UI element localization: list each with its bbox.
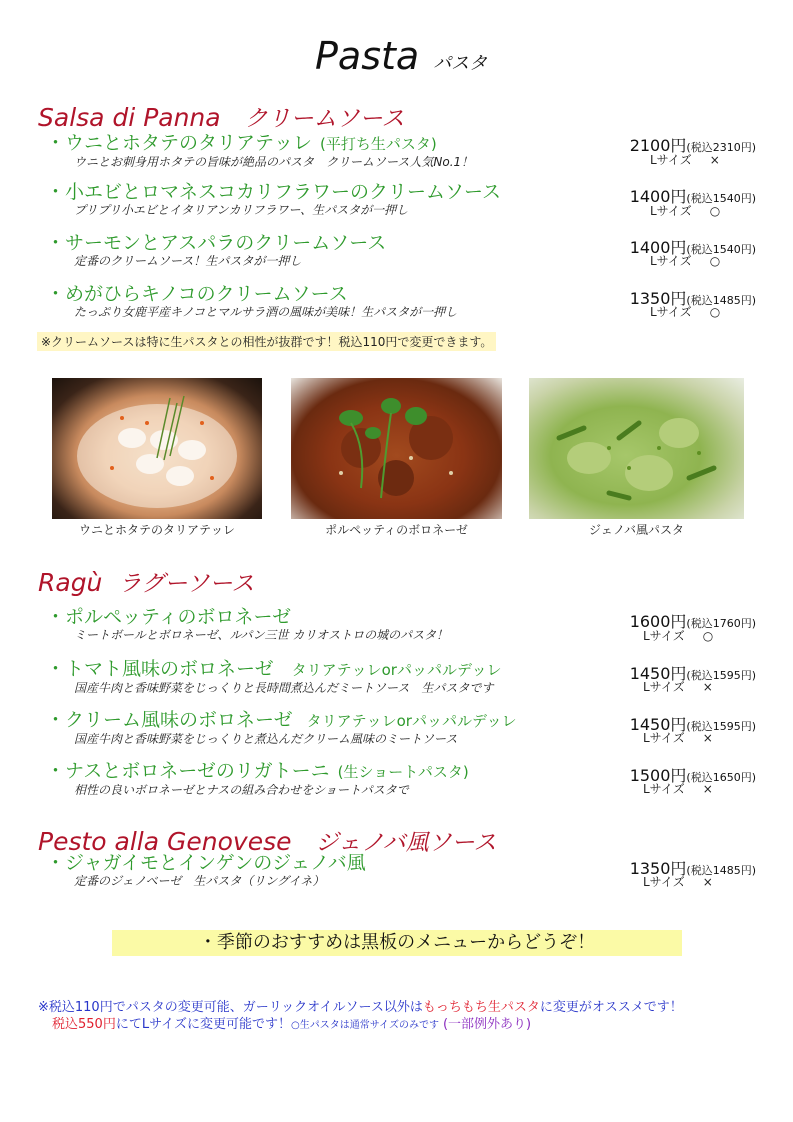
menu-item: ・ジャガイモとインゲンのジェノバ風 定番のジェノベーゼ 生パスタ（リングイネ）: [46, 852, 366, 888]
item-price: 1400円(税込1540円): [629, 238, 756, 257]
menu-item: ・サーモンとアスパラのクリームソース 定番のクリームソース！生パスタが一押し: [46, 232, 387, 268]
item-size: Lサイズ ×: [643, 731, 713, 745]
photo-caption: ポルペッティのボロネーゼ: [325, 523, 468, 537]
photo-polpette: [291, 378, 502, 519]
item-size: Lサイズ ×: [643, 782, 713, 796]
page-title: Pasta パスタ: [315, 34, 488, 78]
section-cream-title: Salsa di Panna クリームソース: [38, 103, 405, 132]
menu-item: ・トマト風味のボロネーゼ タリアテッレorパッパルデッレ 国産牛肉と香味野菜をじっくりと長時間煮込んだミートソース 生パスタです: [46, 658, 502, 695]
photo-uni-hotate: [52, 378, 262, 519]
item-size: Lサイズ ○: [650, 305, 721, 319]
item-price: 1400円(税込1540円): [629, 187, 756, 206]
footer-line-2: 税込550円にてLサイズに変更可能です！○生パスタは通常サイズのみです (一部例外あり): [52, 1017, 532, 1032]
item-price: 1450円(税込1595円): [629, 664, 756, 683]
item-price: 1500円(税込1650円): [629, 766, 756, 785]
section-ragu-title: Ragù ラグーソース: [38, 568, 255, 597]
menu-item: ・めがひらキノコのクリームソース たっぷり女鹿平産キノコとマルサラ酒の風味が美味！生パスタが一押し: [46, 283, 458, 319]
section-pesto-title: Pesto alla Genovese ジェノバ風ソース: [38, 827, 497, 856]
footer-line-1: ※税込110円でパスタの変更可能、ガーリックオイルソース以外はもっちもち生パスタに変更がオススメです！: [38, 1000, 683, 1015]
item-size: Lサイズ ○: [650, 204, 721, 218]
photo-genovese: [529, 378, 744, 519]
seasonal-banner: ・季節のおすすめは黒板のメニューからどうぞ！: [112, 930, 682, 956]
item-size: Lサイズ ○: [643, 629, 714, 643]
cream-note: ※クリームソースは特に生パスタとの相性が抜群です！税込110円で変更できます。: [37, 332, 496, 351]
item-price: 1450円(税込1595円): [629, 715, 756, 734]
menu-item: ・ウニとホタテのタリアテッレ (平打ち生パスタ) ウニとお刺身用ホタテの旨味が絶品のパスタ クリームソース人気No.1！: [46, 132, 474, 169]
item-size: Lサイズ ×: [643, 680, 713, 694]
item-price: 2100円(税込2310円): [629, 136, 756, 155]
item-size: Lサイズ ×: [643, 875, 713, 889]
photo-caption: ウニとホタテのタリアテッレ: [78, 523, 235, 537]
menu-item: ・ナスとボロネーゼのリガトーニ (生ショートパスタ) 相性の良いボロネーゼとナスの組み合わせをショートパスタで: [46, 760, 469, 797]
menu-item: ・小エビとロマネスコカリフラワーのクリームソース プリプリ小エビとイタリアンカリフラワー、生パスタが一押し: [46, 181, 502, 217]
item-size: Lサイズ ×: [650, 153, 720, 167]
item-price: 1350円(税込1485円): [629, 859, 756, 878]
item-size: Lサイズ ○: [650, 254, 721, 268]
photo-caption: ジェノバ風パスタ: [588, 523, 685, 537]
menu-item: ・ポルペッティのボロネーゼ ミートボールとボロネーゼ、ルパン三世 カリオストロの城のパスタ！: [46, 606, 449, 642]
item-price: 1350円(税込1485円): [629, 289, 756, 308]
item-price: 1600円(税込1760円): [629, 612, 756, 631]
menu-item: ・クリーム風味のボロネーゼ タリアテッレorパッパルデッレ 国産牛肉と香味野菜をじっくりと煮込んだクリーム風味のミートソース: [46, 709, 517, 746]
